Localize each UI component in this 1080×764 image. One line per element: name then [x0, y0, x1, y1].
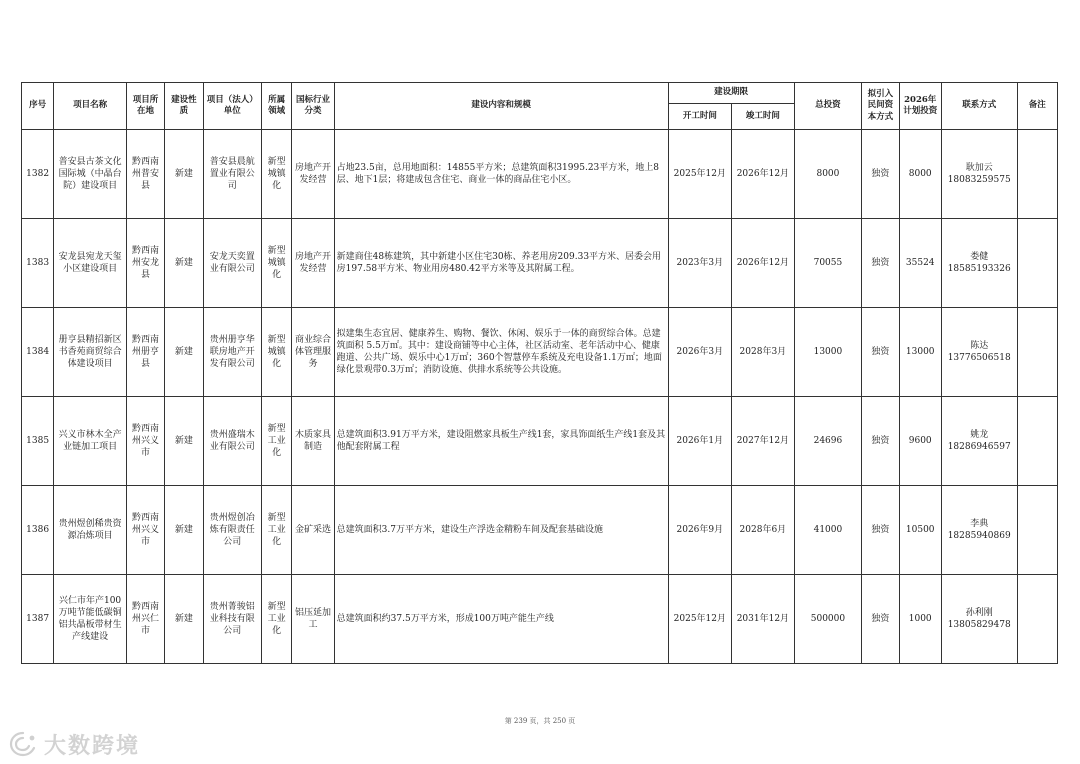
contact-phone: 18285940869	[947, 531, 1011, 541]
cell-unit: 安龙天奕置业有限公司	[203, 219, 262, 308]
header-name: 项目名称	[54, 83, 127, 130]
header-period: 建设期限	[668, 83, 794, 104]
cell-contact	[941, 130, 1017, 219]
cell-capital: 独资	[862, 575, 899, 664]
header-total: 总投资	[794, 83, 862, 130]
header-end: 竣工时间	[732, 104, 795, 130]
table-row	[22, 219, 1058, 308]
cell-industry: 商业综合体管理服务	[292, 308, 334, 397]
project-table	[21, 82, 1058, 664]
header-unit: 项目（法人）单位	[203, 83, 262, 130]
cell-field: 新型工业化	[262, 575, 292, 664]
cell-unit: 贵州煜创冶炼有限责任公司	[203, 486, 262, 575]
cell-capital: 独资	[862, 397, 899, 486]
cell-start: 2026年3月	[668, 308, 732, 397]
cell-total: 500000	[794, 575, 862, 664]
cell-field: 新型城镇化	[262, 308, 292, 397]
contact-phone: 13805829478	[947, 620, 1011, 630]
contact-phone: 13776506518	[947, 353, 1011, 363]
cell-total: 70055	[794, 219, 862, 308]
cell-contact	[941, 486, 1017, 575]
header-contact: 联系方式	[941, 83, 1017, 130]
cell-total: 13000	[794, 308, 862, 397]
cell-name: 兴义市林木全产业链加工项目	[54, 397, 127, 486]
cell-plan: 9600	[899, 397, 941, 486]
cell-plan: 8000	[899, 130, 941, 219]
cell-nature: 新建	[165, 219, 203, 308]
cell-end: 2026年12月	[732, 130, 795, 219]
cell-start: 2026年1月	[668, 397, 732, 486]
cell-seq: 1384	[22, 308, 54, 397]
cell-name: 贵州煜创稀贵资源冶炼项目	[54, 486, 127, 575]
cell-total: 41000	[794, 486, 862, 575]
cell-end: 2031年12月	[732, 575, 795, 664]
cell-contact	[941, 308, 1017, 397]
table-row	[22, 130, 1058, 219]
cell-name: 安龙县宛龙天玺小区建设项目	[54, 219, 127, 308]
table-row	[22, 575, 1058, 664]
cell-capital: 独资	[862, 486, 899, 575]
contact-name: 娄健	[970, 251, 989, 262]
cell-name: 兴仁市年产100万吨节能低碳铜铝共晶板带材生产线建设	[54, 575, 127, 664]
cell-field: 新型城镇化	[262, 130, 292, 219]
cell-field: 新型城镇化	[262, 219, 292, 308]
cell-capital: 独资	[862, 130, 899, 219]
contact-name: 姚龙	[970, 429, 989, 440]
cell-remark	[1017, 308, 1057, 397]
cell-name: 册亨县精招新区书香苑商贸综合体建设项目	[54, 308, 127, 397]
cell-start: 2025年12月	[668, 130, 732, 219]
cell-seq: 1386	[22, 486, 54, 575]
cell-nature: 新建	[165, 397, 203, 486]
header-content: 建设内容和规模	[334, 83, 668, 130]
header-start: 开工时间	[668, 104, 732, 130]
cell-location: 黔西南州普安县	[126, 130, 164, 219]
cell-start: 2025年12月	[668, 575, 732, 664]
cell-contact	[941, 219, 1017, 308]
cell-content: 总建筑面积3.7万平方米，建设生产浮选金精粉车间及配套基础设施	[334, 486, 668, 575]
cell-total: 24696	[794, 397, 862, 486]
header-capital: 拟引入民间资本方式	[862, 83, 899, 130]
cell-seq: 1385	[22, 397, 54, 486]
cell-plan: 35524	[899, 219, 941, 308]
contact-phone: 18083259575	[947, 175, 1011, 185]
cell-content: 拟建集生态宜居、健康养生、购物、餐饮、休闲、娱乐于一体的商贸综合体。总建筑面积 5.5万㎡。其中：建设商铺等中心主体，社区活动室、老年活动中心、健康跑道、公共广场、娱乐中心1万㎡；360个智慧停车系统及充电设备1.1万㎡；地面绿化景观带0.3万㎡；消防设施、供排水系统等公共设施。	[334, 308, 668, 397]
contact-phone: 18585193326	[947, 264, 1011, 274]
header-field: 所属领域	[262, 83, 292, 130]
cell-content: 总建筑面积3.91万平方米，建设阻燃家具板生产线1套，家具饰面纸生产线1套及其他配套附属工程	[334, 397, 668, 486]
cell-remark	[1017, 219, 1057, 308]
cell-end: 2028年3月	[732, 308, 795, 397]
cell-content: 新建商住48栋建筑，其中新建小区住宅30栋、养老用房209.33平方米、居委会用房197.58平方米、物业用房480.42平方米等及其附属工程。	[334, 219, 668, 308]
header-plan: 2026年计划投资	[899, 83, 941, 130]
header-industry: 国标行业分类	[292, 83, 334, 130]
cell-field: 新型工业化	[262, 486, 292, 575]
cell-unit: 普安县晨航置业有限公司	[203, 130, 262, 219]
cell-nature: 新建	[165, 575, 203, 664]
cell-plan: 10500	[899, 486, 941, 575]
cell-plan: 13000	[899, 308, 941, 397]
cell-nature: 新建	[165, 308, 203, 397]
cell-plan: 1000	[899, 575, 941, 664]
cell-contact	[941, 575, 1017, 664]
cell-remark	[1017, 486, 1057, 575]
cell-remark	[1017, 575, 1057, 664]
cell-industry: 木质家具制造	[292, 397, 334, 486]
cell-location: 黔西南州兴义市	[126, 397, 164, 486]
watermark-logo-icon	[8, 730, 38, 758]
cell-start: 2023年3月	[668, 219, 732, 308]
cell-industry: 房地产开发经营	[292, 130, 334, 219]
cell-remark	[1017, 130, 1057, 219]
cell-unit: 贵州盛瑞木业有限公司	[203, 397, 262, 486]
contact-name: 李典	[970, 518, 989, 529]
cell-content: 占地23.5亩，总用地面积：14855平方米；总建筑面积31995.23平方米，地上8层、地下1层；将建成包含住宅、商业一体的商品住宅小区。	[334, 130, 668, 219]
cell-seq: 1387	[22, 575, 54, 664]
cell-remark	[1017, 397, 1057, 486]
cell-contact	[941, 397, 1017, 486]
cell-location: 黔西南州兴义市	[126, 486, 164, 575]
table-row	[22, 308, 1058, 397]
cell-nature: 新建	[165, 486, 203, 575]
cell-capital: 独资	[862, 219, 899, 308]
header-location: 项目所在地	[126, 83, 164, 130]
cell-industry: 房地产开发经营	[292, 219, 334, 308]
header-nature: 建设性质	[165, 83, 203, 130]
cell-seq: 1383	[22, 219, 54, 308]
cell-capital: 独资	[862, 308, 899, 397]
cell-location: 黔西南州册亨县	[126, 308, 164, 397]
header-seq: 序号	[22, 83, 54, 130]
cell-end: 2027年12月	[732, 397, 795, 486]
cell-start: 2026年9月	[668, 486, 732, 575]
page-footer: 第 239 页，共 250 页	[504, 717, 576, 725]
cell-end: 2026年12月	[732, 219, 795, 308]
cell-unit: 贵州菁骏铝业科技有限公司	[203, 575, 262, 664]
contact-name: 孙利刚	[965, 607, 993, 618]
cell-seq: 1382	[22, 130, 54, 219]
cell-industry: 铝压延加工	[292, 575, 334, 664]
cell-unit: 贵州册亨华联房地产开发有限公司	[203, 308, 262, 397]
cell-total: 8000	[794, 130, 862, 219]
table-row	[22, 397, 1058, 486]
watermark	[8, 728, 140, 760]
cell-name: 普安县古茶文化国际城（中晶台院）建设项目	[54, 130, 127, 219]
contact-name: 耿加云	[965, 162, 993, 173]
contact-name: 陈达	[970, 340, 989, 351]
header-remark: 备注	[1017, 83, 1057, 130]
cell-industry: 金矿采选	[292, 486, 334, 575]
cell-content: 总建筑面积约37.5万平方米，形成100万吨产能生产线	[334, 575, 668, 664]
cell-end: 2028年6月	[732, 486, 795, 575]
cell-field: 新型工业化	[262, 397, 292, 486]
watermark-text: 大数跨境	[44, 733, 141, 759]
table-row	[22, 486, 1058, 575]
cell-nature: 新建	[165, 130, 203, 219]
contact-phone: 18286946597	[947, 442, 1011, 452]
cell-location: 黔西南州安龙县	[126, 219, 164, 308]
cell-location: 黔西南州兴仁市	[126, 575, 164, 664]
